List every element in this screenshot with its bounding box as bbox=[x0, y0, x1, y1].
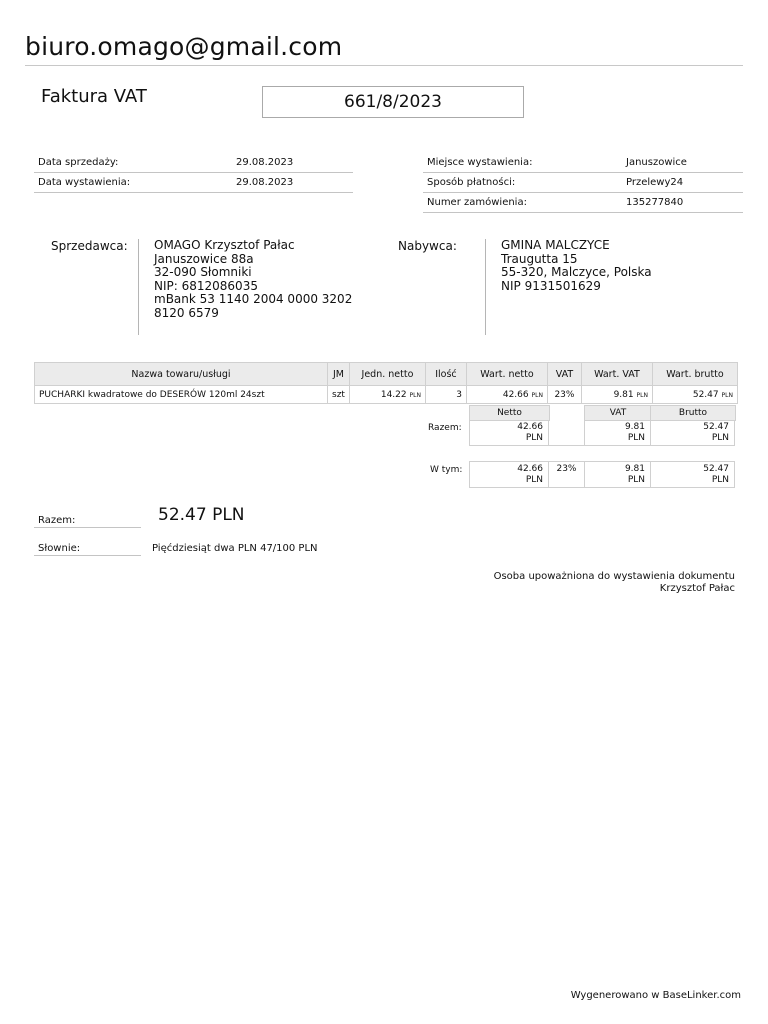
col-vat-header: VAT bbox=[547, 363, 581, 386]
payment-method-row bbox=[423, 173, 743, 193]
summary-total-vat-currency: PLN bbox=[627, 433, 645, 443]
col-jm-header: JM bbox=[328, 363, 350, 386]
summary-total-empty bbox=[548, 420, 585, 446]
col-qty-header: Ilość bbox=[425, 363, 466, 386]
seller-bank: mBank 53 1140 2004 0000 3202 bbox=[154, 292, 353, 307]
issue-date-row bbox=[34, 173, 353, 193]
grand-total-label: Razem: bbox=[38, 515, 76, 526]
buyer-details bbox=[501, 239, 652, 293]
summary-breakdown-vat bbox=[584, 461, 651, 488]
seller-nip: NIP: 6812086035 bbox=[154, 278, 258, 293]
sale-date-label: Data sprzedaży: bbox=[34, 153, 232, 173]
sale-date-value: 29.08.2023 bbox=[232, 153, 353, 173]
authorized-person bbox=[494, 571, 735, 595]
item-qty: 3 bbox=[425, 386, 466, 404]
summary-total-label: Razem: bbox=[428, 423, 462, 433]
item-jm: szt bbox=[328, 386, 350, 404]
payment-method-label: Sposób płatności: bbox=[423, 173, 622, 193]
summary-breakdown-net-currency: PLN bbox=[525, 475, 543, 485]
items-header-row bbox=[35, 363, 738, 386]
buyer-label: Nabywca: bbox=[398, 239, 457, 253]
summary-gross-header: Brutto bbox=[650, 405, 736, 421]
item-name: PUCHARKI kwadratowe do DESERÓW 120ml 24szt bbox=[35, 386, 328, 404]
seller-divider bbox=[138, 239, 139, 335]
authorized-person-caption: Osoba upoważniona do wystawienia dokumentu bbox=[493, 571, 735, 582]
seller-name: OMAGO Krzysztof Pałac bbox=[154, 238, 295, 252]
buyer-divider bbox=[485, 239, 486, 335]
grand-total-underline bbox=[34, 527, 141, 528]
item-gross-value: 52.47 bbox=[692, 389, 719, 400]
table-row bbox=[35, 386, 738, 404]
seller-label: Sprzedawca: bbox=[51, 239, 128, 253]
summary-breakdown-rate: 23% bbox=[548, 461, 585, 488]
amount-in-words-underline bbox=[34, 555, 141, 556]
summary-breakdown-gross-currency: PLN bbox=[711, 475, 729, 485]
amount-in-words-value: Pięćdziesiąt dwa PLN 47/100 PLN bbox=[152, 543, 318, 554]
summary-total-vat-value: 9.81 bbox=[624, 422, 645, 432]
item-net bbox=[466, 386, 547, 404]
issuer-email: biuro.omago@gmail.com bbox=[25, 32, 343, 61]
items-table bbox=[34, 362, 738, 404]
item-vat-value bbox=[581, 386, 652, 404]
item-net-currency: PLN bbox=[531, 391, 543, 399]
issue-details-table bbox=[423, 153, 743, 213]
summary-breakdown-net-value: 42.66 bbox=[517, 464, 543, 474]
order-number-value: 135277840 bbox=[622, 193, 743, 213]
item-vat-value-amount: 9.81 bbox=[613, 389, 634, 400]
order-number-label: Numer zamówienia: bbox=[423, 193, 622, 213]
issue-date-label: Data wystawienia: bbox=[34, 173, 232, 193]
buyer-name: GMINA MALCZYCE bbox=[501, 238, 610, 252]
summary-breakdown-gross-value: 52.47 bbox=[703, 464, 729, 474]
summary-breakdown-label: W tym: bbox=[430, 465, 463, 475]
issue-place-label: Miejsce wystawienia: bbox=[423, 153, 622, 173]
item-gross-currency: PLN bbox=[721, 391, 733, 399]
summary-breakdown-net bbox=[469, 461, 549, 488]
item-unit-net bbox=[349, 386, 425, 404]
item-unit-net-value: 14.22 bbox=[380, 389, 407, 400]
payment-method-value: Przelewy24 bbox=[622, 173, 743, 193]
buyer-city: 55-320, Malczyce, Polska bbox=[501, 265, 652, 280]
dates-table bbox=[34, 153, 353, 193]
authorized-person-name: Krzysztof Pałac bbox=[659, 583, 735, 594]
item-unit-net-currency: PLN bbox=[409, 391, 421, 399]
seller-city: 32-090 Słomniki bbox=[154, 265, 252, 280]
summary-total-net bbox=[469, 420, 549, 446]
summary-total-gross-value: 52.47 bbox=[703, 422, 729, 432]
summary-total-gross-currency: PLN bbox=[711, 433, 729, 443]
amount-in-words-label: Słownie: bbox=[38, 543, 81, 554]
col-name-header: Nazwa towaru/usługi bbox=[35, 363, 328, 386]
summary-breakdown-vat-value: 9.81 bbox=[624, 464, 645, 474]
buyer-street: Traugutta 15 bbox=[501, 251, 578, 266]
document-title: Faktura VAT bbox=[41, 86, 147, 107]
grand-total-value: 52.47 PLN bbox=[158, 505, 245, 525]
item-net-value: 42.66 bbox=[502, 389, 529, 400]
item-gross bbox=[652, 386, 737, 404]
issue-place-value: Januszowice bbox=[622, 153, 743, 173]
summary-total-vat bbox=[584, 420, 651, 446]
summary-net-header: Netto bbox=[469, 405, 550, 421]
col-vat-value-header: Wart. VAT bbox=[581, 363, 652, 386]
summary-total-net-value: 42.66 bbox=[517, 422, 543, 432]
generated-by-footer: Wygenerowano w BaseLinker.com bbox=[570, 990, 741, 1001]
item-vat-rate: 23% bbox=[547, 386, 581, 404]
header-divider bbox=[25, 65, 743, 66]
order-number-row bbox=[423, 193, 743, 213]
summary-total-net-currency: PLN bbox=[525, 433, 543, 443]
seller-bank-cont: 8120 6579 bbox=[154, 305, 219, 320]
summary-vat-header: VAT bbox=[584, 405, 652, 421]
col-unit-net-header: Jedn. netto bbox=[349, 363, 425, 386]
summary-total-gross bbox=[650, 420, 735, 446]
invoice-number: 661/8/2023 bbox=[262, 86, 524, 118]
sale-date-row bbox=[34, 153, 353, 173]
item-vat-value-currency: PLN bbox=[636, 391, 648, 399]
seller-details bbox=[154, 239, 352, 321]
col-gross-header: Wart. brutto bbox=[652, 363, 737, 386]
col-net-header: Wart. netto bbox=[466, 363, 547, 386]
summary-breakdown-vat-currency: PLN bbox=[627, 475, 645, 485]
issue-place-row bbox=[423, 153, 743, 173]
buyer-nip: NIP 9131501629 bbox=[501, 278, 601, 293]
summary-breakdown-gross bbox=[650, 461, 735, 488]
issue-date-value: 29.08.2023 bbox=[232, 173, 353, 193]
seller-street: Januszowice 88a bbox=[154, 251, 254, 266]
